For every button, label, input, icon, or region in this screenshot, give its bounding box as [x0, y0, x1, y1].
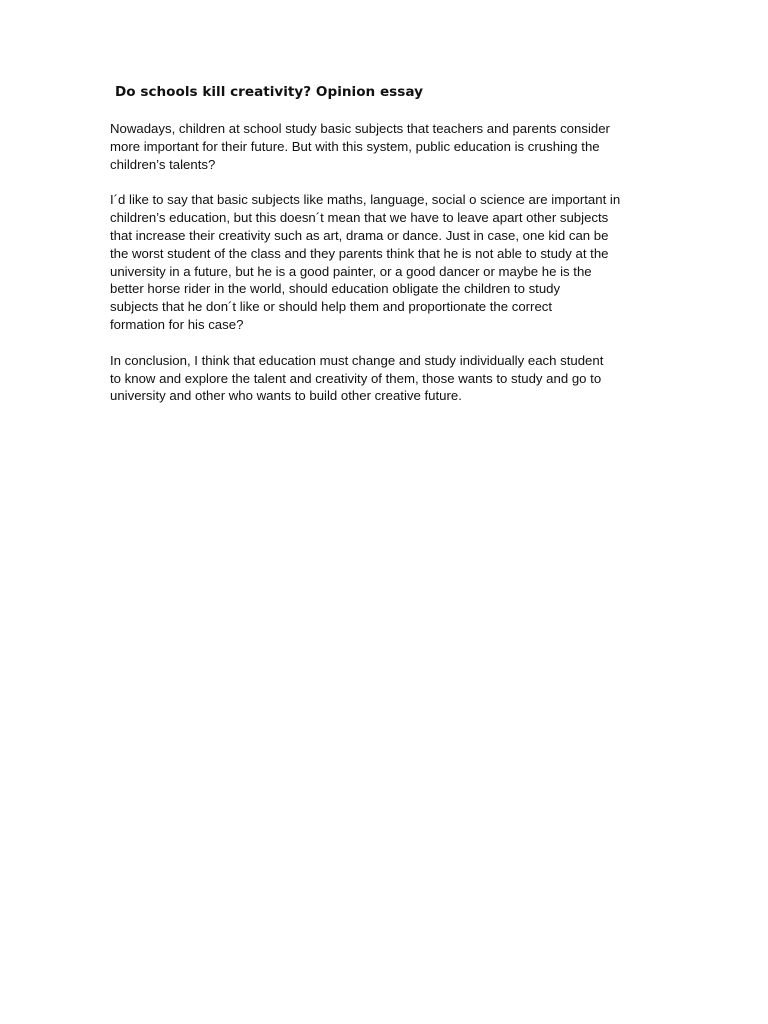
text-line: the worst student of the class and they parents think that he is not able to study at the	[110, 245, 609, 261]
text-line: formation for his case?	[110, 316, 244, 332]
text-line: university and other who wants to build other creative future.	[110, 388, 462, 404]
text-line: subjects that he don´t like or should help them and proportionate the correct	[110, 299, 553, 315]
document-body	[110, 120, 670, 423]
text-line: better horse rider in the world, should education obligate the children to study	[110, 281, 561, 297]
text-line: to know and explore the talent and creativity of them, those wants to study and go to	[110, 370, 602, 386]
text-line: children’s education, but this doesn´t mean that we have to leave apart other subjects	[110, 210, 609, 226]
paragraph-conclusion	[110, 352, 670, 405]
text-line: more important for their future. But with this system, public education is crushing the	[110, 138, 600, 154]
text-line: In conclusion, I think that education must change and study individually each student	[110, 352, 604, 368]
text-line: Nowadays, children at school study basic subjects that teachers and parents consider	[110, 121, 610, 136]
text-line: that increase their creativity such as art, drama or dance. Just in case, one kid can be	[110, 227, 609, 243]
document-title: Do schools kill creativity? Opinion essay	[115, 84, 423, 100]
text-line: I´d like to say that basic subjects like maths, language, social o science are important in	[110, 192, 621, 208]
text-line: university in a future, but he is a good painter, or a good dancer or maybe he is the	[110, 263, 592, 279]
paragraph-intro	[110, 120, 670, 173]
paragraph-argument	[110, 191, 670, 333]
text-line: children’s talents?	[110, 156, 216, 172]
